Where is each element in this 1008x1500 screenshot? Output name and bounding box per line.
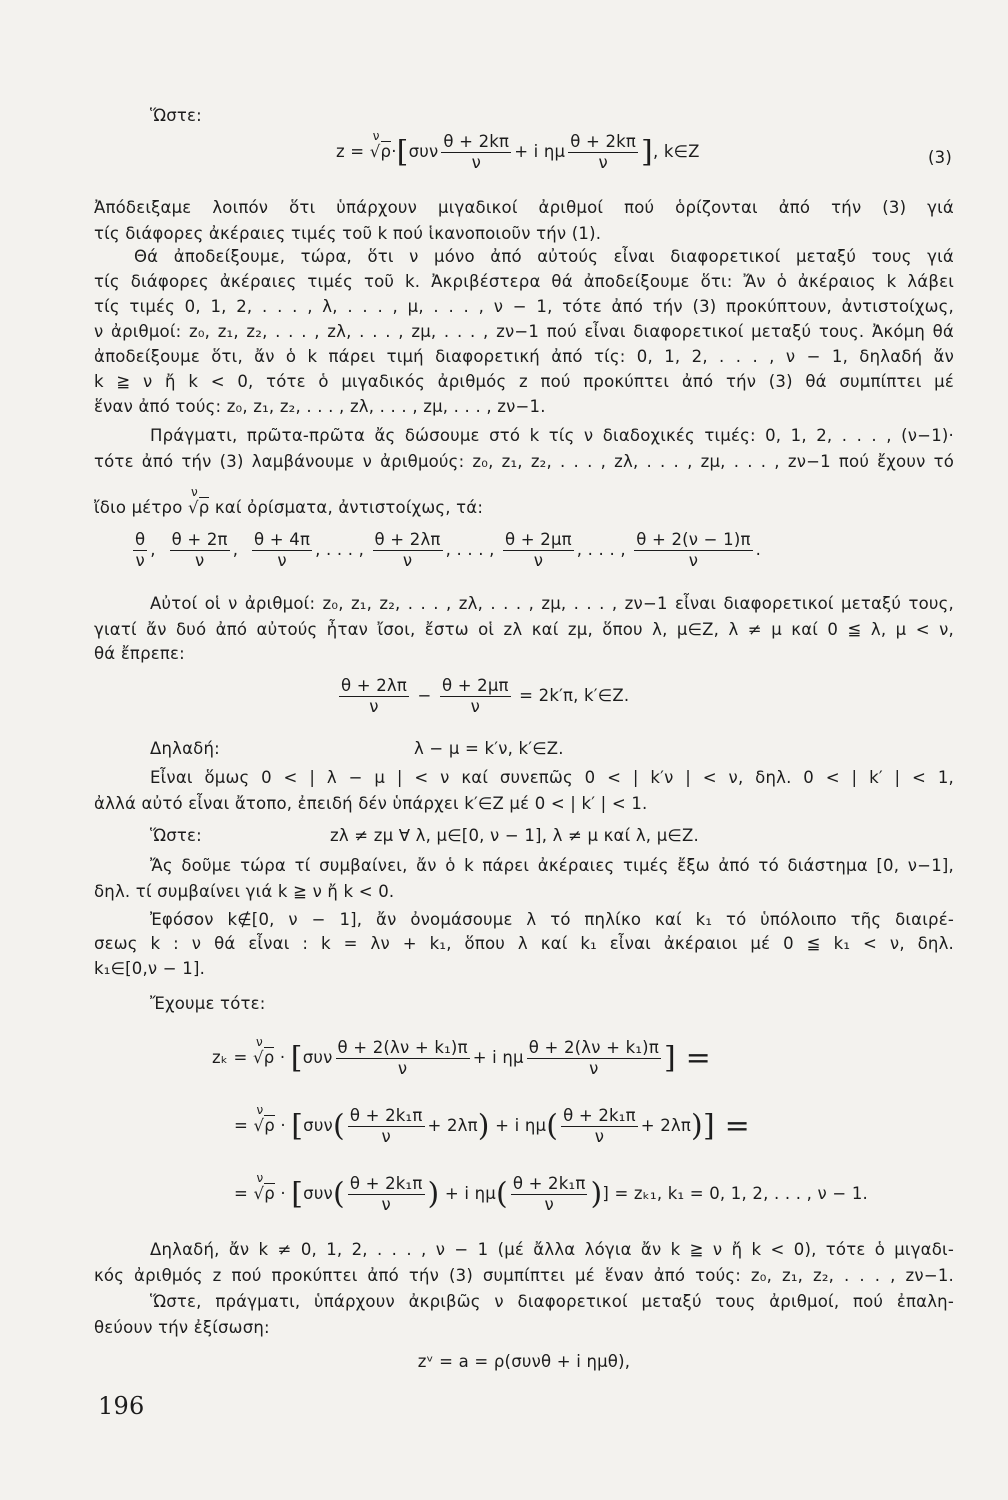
fraction: $\frac{\text{θ + 2k₁π}}{\nu}$ — [349, 1106, 423, 1146]
fraction: $\frac{\text{θ + 2k₁π}}{\nu}$ — [563, 1106, 636, 1146]
fraction: $\frac{\text{θ + 2k₁π}}{\nu}$ — [349, 1174, 423, 1214]
paragraph-line: Ἄς δοῦμε τώρα τί συμβαίνει, ἄν ὁ k πάρει ἀκέραιες τιμές ἔξω ἀπό τό διάστημα [0, ν−1], — [150, 856, 954, 875]
paragraph-line: Δηλαδή, ἄν k ≠ 0, 1, 2, . . . , ν − 1 (μέ ἄλλα λόγια ἄν k ≧ ν ἤ k < 0), τότε ὁ μιγαδι- — [150, 1240, 954, 1259]
zk-derivation-line-2: = ν √ρ · [συν( $\frac{\text{θ + 2k₁π}}{\nu}$ + 2λπ) + i ημ( $\frac{\text{θ + 2k₁π}}{\nu}$ + 2λπ)] = — [234, 1102, 750, 1151]
fraction: $\frac{\theta + 2\pi}{\nu}$ — [171, 530, 228, 570]
nth-root: ν √ρ — [187, 485, 210, 517]
paragraph-line: τίς διάφορες ἀκέραιες τιμές τοῦ k. Ἀκριβέστερα θά ἀποδείξουμε ὅτι: Ἄν ὁ ἀκέραιος k λάβει — [94, 272, 954, 291]
fraction: $\frac{\theta + 2\mu\pi}{\nu}$ — [441, 676, 509, 716]
difference-equation: $\frac{\theta + 2\lambda\pi}{\nu}$ − $\frac{\theta + 2\mu\pi}{\nu}$ = 2k′π, k′∈Z. — [341, 676, 630, 716]
paragraph-line: ἴδιο μέτρο ν √ρ καί ὀρίσματα, ἀντιστοίχως, τά: — [94, 496, 483, 520]
paragraph-line: θεύουν τήν ἐξίσωση: — [94, 1318, 270, 1337]
paragraph-line: ἀποδείξουμε ὅτι, ἄν ὁ k πάρει τιμή διαφορετική ἀπό τίς: 0, 1, 2, . . . , ν − 1, δηλαδή ἄν — [94, 347, 954, 366]
zk-derivation-line-1: zₖ = ν √ρ · [συν $\frac{\text{θ + 2(λν + k₁)π}}{\nu}$ + i ημ $\frac{\text{θ + 2(λν + k₁)π}}{\nu}$ ] = — [212, 1034, 711, 1083]
fraction: $\frac{\theta + 2\lambda\pi}{\nu}$ — [341, 676, 408, 716]
fraction: $\frac{\theta + 2\mu\pi}{\nu}$ — [505, 530, 572, 570]
paragraph-line: Ἐφόσον k∉[0, ν − 1], ἄν ὀνομάσουμε λ τό πηλίκο καί k₁ τό ὑπόλοιπο τῆς διαιρέ- — [150, 910, 954, 929]
fraction: $\frac{\text{θ + 2(λν + k₁)π}}{\nu}$ — [337, 1038, 468, 1078]
final-equation: zᵛ = a = ρ(συνθ + i ημθ), — [417, 1352, 631, 1371]
paragraph-line: δηλ. τί συμβαίνει γιά k ≧ ν ἤ k < 0. — [94, 882, 395, 901]
fraction: $\frac{\theta + 2k\pi}{\nu}$ — [443, 132, 510, 172]
fraction: $\frac{\theta + 2k\pi}{\nu}$ — [570, 132, 637, 172]
equation-number: (3) — [928, 148, 952, 167]
zk-derivation-line-3: = ν √ρ · [συν( $\frac{\text{θ + 2k₁π}}{\nu}$ ) + i ημ( $\frac{\text{θ + 2k₁π}}{\nu}$ )] = zₖ₁, k₁ = 0, 1, 2, . . . , ν − 1. — [234, 1170, 868, 1219]
fraction: $\frac{\text{θ + 2k₁π}}{\nu}$ — [512, 1174, 586, 1214]
page-number: 196 — [98, 1392, 145, 1420]
exoume-label: Ἔχουμε τότε: — [150, 994, 266, 1013]
paragraph-line: Θά ἀποδείξουμε, τώρα, ὅτι ν μόνο ἀπό αὐτούς εἶναι διαφορετικοί μεταξύ τους γιά — [134, 247, 954, 266]
paragraph-line: Ἀπόδειξαμε λοιπόν ὅτι ὑπάρχουν μιγαδικοί ἀριθμοί πού ὁρίζονται ἀπό τήν (3) γιά — [94, 198, 954, 217]
paragraph-line: τίς τιμές 0, 1, 2, . . . , λ, . . . , μ, . . . , ν − 1, τότε ἀπό τήν (3) προκύπτουν, ἀντιστοίχως, — [94, 297, 954, 316]
arguments-list: $\frac{\theta}{\nu}$ , $\frac{\theta + 2\pi}{\nu}$ , $\frac{\theta + 4\pi}{\nu}$ , . . . , $\frac{\theta + 2\lambda\pi}{\nu}$ , . . . , $\frac{\theta + 2\mu\pi}{\nu}$ , . . . , $\frac{\theta + 2(\nu - 1)\pi}{\nu}$ . — [135, 530, 762, 570]
paragraph-line: k ≧ ν ἤ k < 0, τότε ὁ μιγαδικός ἀριθμός z πού προκύπτει ἀπό τήν (3) θά συμπίπτει μέ — [94, 372, 954, 391]
paragraph-line: τίς διάφορες ἀκέραιες τιμές τοῦ k πού ἱκανοποιοῦν τήν (1). — [94, 224, 602, 243]
fraction: $\frac{\theta + 2\lambda\pi}{\nu}$ — [374, 530, 441, 570]
inequality-statement: zλ ≠ zμ ∀ λ, μ∈[0, ν − 1], λ ≠ μ καί λ, μ∈Z. — [330, 826, 699, 845]
nth-root: ν √ρ — [253, 1171, 275, 1203]
ostes-label-2: Ὥστε: — [150, 826, 202, 845]
paragraph-line: Ὥστε, πράγματι, ὑπάρχουν ἀκριβῶς ν διαφορετικοί μεταξύ τους ἀριθμοί, πού ἐπαλη- — [150, 1292, 954, 1311]
nth-root: ν √ρ — [253, 1103, 275, 1135]
delادi-label: Δηλαδή: — [150, 739, 220, 758]
fraction: $\frac{\text{θ + 2(λν + k₁)π}}{\nu}$ — [528, 1038, 659, 1078]
paragraph-line: κός ἀριθμός z πού προκύπτει ἀπό τήν (3) συμπίπτει μέ ἕναν ἀπό τούς: z₀, z₁, z₂, . . . , zν−1. — [94, 1266, 954, 1285]
equation-3: z = ν √ρ·[συν $\frac{\theta + 2k\pi}{\nu}$ + i ημ $\frac{\theta + 2k\pi}{\nu}$ ], k∈Z — [336, 128, 700, 177]
paragraph-line: ἀλλά αὐτό εἶναι ἄτοπο, ἐπειδή δέν ὑπάρχει k′∈Z μέ 0 < | k′ | < 1. — [94, 794, 648, 813]
paragraph-line: Πράγματι, πρῶτα-πρῶτα ἄς δώσουμε στό k τίς ν διαδοχικές τιμές: 0, 1, 2, . . . , (ν−1)· — [150, 426, 954, 445]
paragraph-line: ἕναν ἀπό τούς: z₀, z₁, z₂, . . . , zλ, . . . , zμ, . . . , zν−1. — [94, 397, 546, 416]
ostes-label-1: Ὥστε: — [150, 106, 202, 125]
paragraph-line: k₁∈[0,ν − 1]. — [94, 959, 206, 978]
nth-root: ν √ρ — [369, 129, 392, 161]
nth-root: ν √ρ — [253, 1035, 275, 1067]
paragraph-line: τότε ἀπό τήν (3) λαμβάνουμε ν ἀριθμούς: z₀, z₁, z₂, . . . , zλ, . . . , zμ, . . . , zν−1 πού ἔχουν τό — [94, 452, 954, 471]
delta-equation: λ − μ = k′ν, k′∈Z. — [414, 739, 564, 758]
fraction: $\frac{\theta + 4\pi}{\nu}$ — [254, 530, 311, 570]
paragraph-line: γιατί ἄν δυό ἀπό αὐτούς ἦταν ἴσοι, ἔστω οἱ zλ καί zμ, ὅπου λ, μ∈Z, λ ≠ μ καί 0 ≦ λ, μ < ν, — [94, 620, 954, 639]
fraction: $\frac{\theta + 2(\nu - 1)\pi}{\nu}$ — [636, 530, 751, 570]
paragraph-line: θά ἔπρεπε: — [94, 644, 185, 663]
fraction: $\frac{\theta}{\nu}$ — [135, 530, 146, 570]
paragraph-line: Εἶναι ὅμως 0 < | λ − μ | < ν καί συνεπῶς 0 < | k′ν | < ν, δηλ. 0 < | k′ | < 1, — [150, 768, 954, 787]
paragraph-line: ν ἀριθμοί: z₀, z₁, z₂, . . . , zλ, . . . , zμ, . . . , zν−1 πού εἶναι διαφορετικοί μεταξύ τους. Ἀκόμη θά — [94, 322, 954, 341]
paragraph-line: Αὐτοί οἱ ν ἀριθμοί: z₀, z₁, z₂, . . . , zλ, . . . , zμ, . . . , zν−1 εἶναι διαφορετικοί μεταξύ τους, — [150, 594, 954, 613]
paragraph-line: σεως k : ν θά εἶναι : k = λν + k₁, ὅπου λ καί k₁ εἶναι ἀκέραιοι μέ 0 ≦ k₁ < ν, δηλ. — [94, 934, 954, 953]
